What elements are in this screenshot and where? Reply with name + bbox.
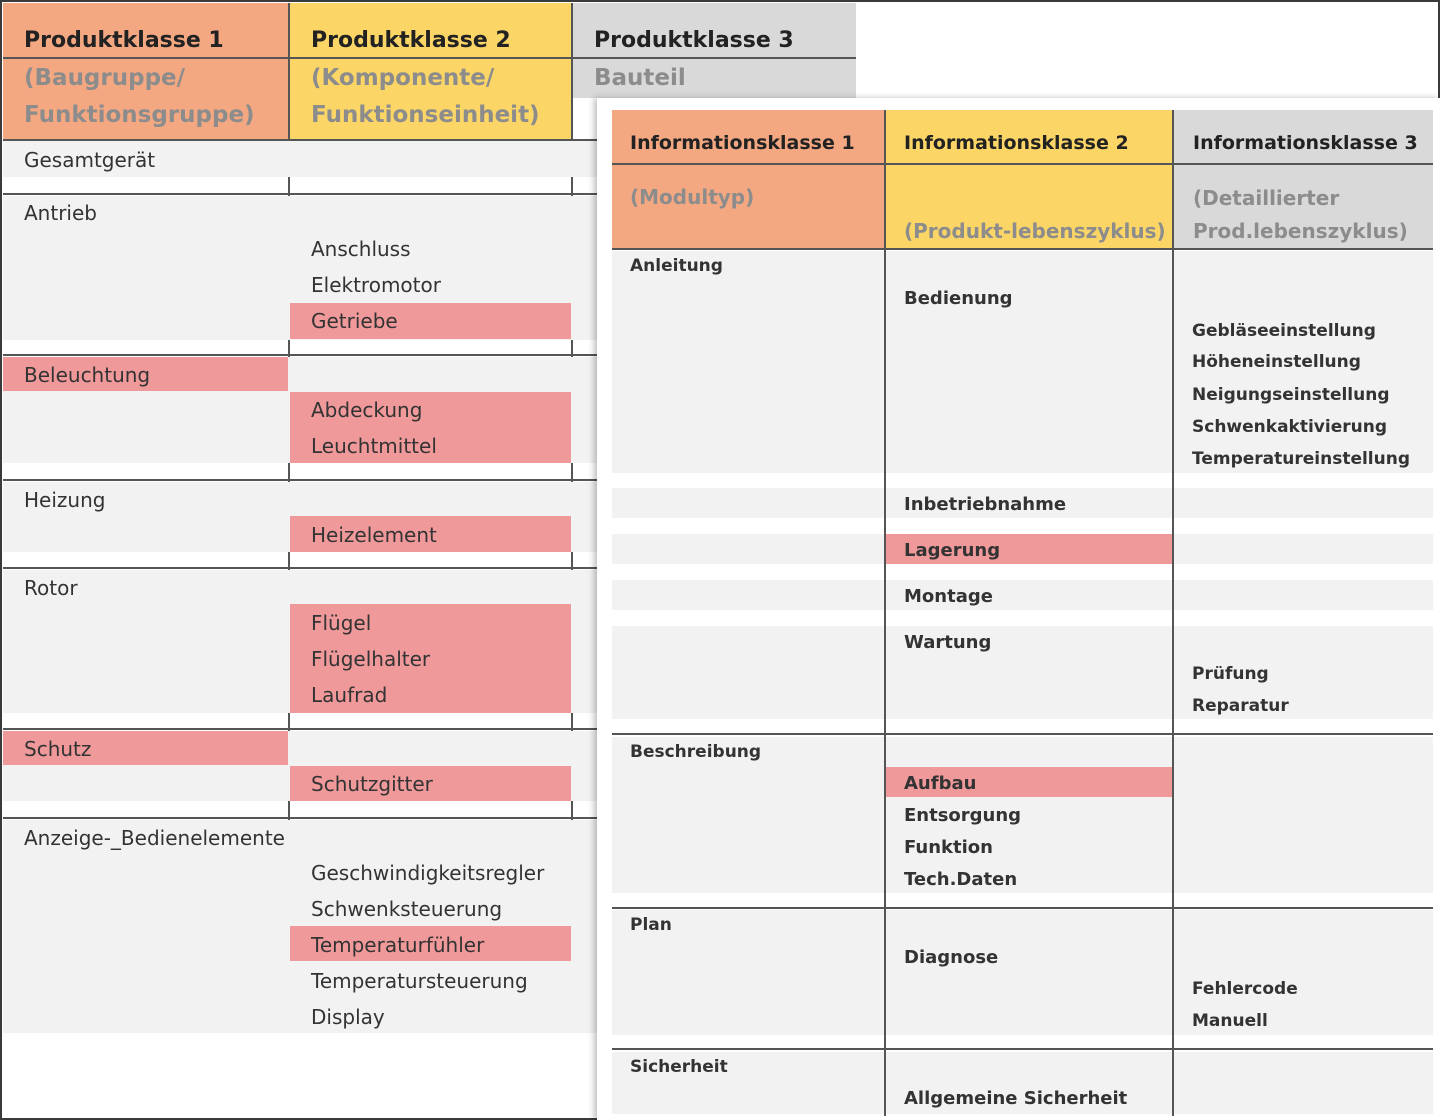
group-beleuchtung: Beleuchtung: [24, 363, 151, 387]
produktklasse-3-title: Produktklasse 3: [594, 28, 794, 53]
phase-aufbau: Aufbau: [904, 773, 977, 794]
produktklasse-2-title: Produktklasse 2: [311, 28, 511, 53]
detail-reparatur: Reparatur: [1192, 696, 1289, 716]
component-fluegel: Flügel: [311, 611, 372, 635]
detail-pruefung: Prüfung: [1192, 664, 1269, 684]
col-divider-1: [884, 110, 886, 1116]
component-fluegelhalter: Flügelhalter: [311, 647, 431, 671]
row-separator: [612, 1048, 1433, 1050]
module-sicherheit: Sicherheit: [630, 1057, 728, 1077]
group-heizung: Heizung: [24, 488, 106, 512]
group-anzeige-bedienelemente: Anzeige-_Bedienelemente: [24, 826, 285, 850]
component-geschwindigkeitsregler: Geschwindigkeitsregler: [311, 861, 545, 885]
detail-hoeheneinstellung: Höheneinstellung: [1192, 352, 1361, 372]
header-bottom-line: [612, 248, 1433, 250]
row-anleitung-montage: [612, 580, 1433, 610]
phase-lagerung: Lagerung: [904, 540, 1001, 561]
row-separator: [3, 567, 598, 569]
component-abdeckung: Abdeckung: [311, 398, 423, 422]
detail-fehlercode: Fehlercode: [1192, 979, 1298, 999]
phase-tech-daten: Tech.Daten: [904, 869, 1018, 890]
component-schutzgitter: Schutzgitter: [311, 772, 433, 796]
produktklasse-3-subtitle: Bauteil: [594, 65, 686, 91]
produktklasse-2-subtitle: (Komponente/ Funktionseinheit): [311, 65, 540, 128]
component-laufrad: Laufrad: [311, 683, 388, 707]
header-divider: [3, 57, 856, 59]
row-separator: [3, 479, 598, 481]
row-separator: [3, 728, 598, 730]
component-schwenksteuerung: Schwenksteuerung: [311, 897, 503, 921]
row-separator: [612, 907, 1433, 909]
group-gesamtgeraet: Gesamtgerät: [24, 148, 156, 172]
detail-neigungseinstellung: Neigungseinstellung: [1192, 385, 1390, 405]
group-rotor: Rotor: [24, 576, 78, 600]
module-anleitung: Anleitung: [630, 256, 723, 276]
informationsklasse-3-title: Informationsklasse 3: [1193, 132, 1418, 154]
informationsklasse-2-subtitle: (Produkt-lebenszyklus): [904, 219, 1166, 243]
phase-bedienung: Bedienung: [904, 288, 1013, 309]
phase-allgemeine-sicherheit: Allgemeine Sicherheit: [904, 1088, 1128, 1109]
phase-montage: Montage: [904, 586, 993, 607]
detail-manuell: Manuell: [1192, 1011, 1268, 1031]
row-separator: [3, 193, 598, 195]
header-informationsklasse-1: [612, 110, 884, 248]
informationsklasse-3-subtitle-line1: (Detaillierter: [1193, 186, 1340, 210]
detail-geblaeseeinstellung: Gebläseeinstellung: [1192, 321, 1376, 341]
group-antrieb: Antrieb: [24, 201, 97, 225]
phase-entsorgung: Entsorgung: [904, 805, 1022, 826]
component-anschluss: Anschluss: [311, 237, 411, 261]
informationsklasse-2-title: Informationsklasse 2: [904, 132, 1129, 154]
component-elektromotor: Elektromotor: [311, 273, 441, 297]
component-display: Display: [311, 1005, 385, 1029]
row-plan: [612, 910, 1433, 1035]
phase-funktion: Funktion: [904, 837, 993, 858]
phase-wartung: Wartung: [904, 632, 992, 653]
group-schutz: Schutz: [24, 737, 92, 761]
header-divider: [612, 163, 1433, 165]
component-temperaturfuehler: Temperaturfühler: [311, 933, 485, 957]
component-leuchtmittel: Leuchtmittel: [311, 434, 437, 458]
row-separator: [612, 733, 1433, 735]
informationsklasse-1-subtitle: (Modultyp): [630, 185, 755, 209]
component-getriebe: Getriebe: [311, 309, 398, 333]
informationsklasse-3-subtitle-line2: Prod.lebenszyklus): [1193, 219, 1408, 243]
detail-schwenkaktivierung: Schwenkaktivierung: [1192, 417, 1387, 437]
component-heizelement: Heizelement: [311, 523, 437, 547]
module-beschreibung: Beschreibung: [630, 742, 762, 762]
produktklasse-1-subtitle: (Baugruppe/ Funktionsgruppe): [24, 65, 255, 128]
produktklasse-1-title: Produktklasse 1: [24, 28, 224, 53]
detail-temperatureinstellung: Temperatureinstellung: [1192, 449, 1411, 469]
col-divider-2: [1172, 110, 1174, 1116]
phase-diagnose: Diagnose: [904, 947, 999, 968]
row-anleitung-wartung: [612, 626, 1433, 719]
phase-inbetriebnahme: Inbetriebnahme: [904, 494, 1067, 515]
row-separator: [3, 817, 598, 819]
module-plan: Plan: [630, 915, 672, 935]
row-separator: [3, 354, 598, 356]
informationsklasse-1-title: Informationsklasse 1: [630, 132, 855, 154]
component-temperatursteuerung: Temperatursteuerung: [311, 969, 528, 993]
